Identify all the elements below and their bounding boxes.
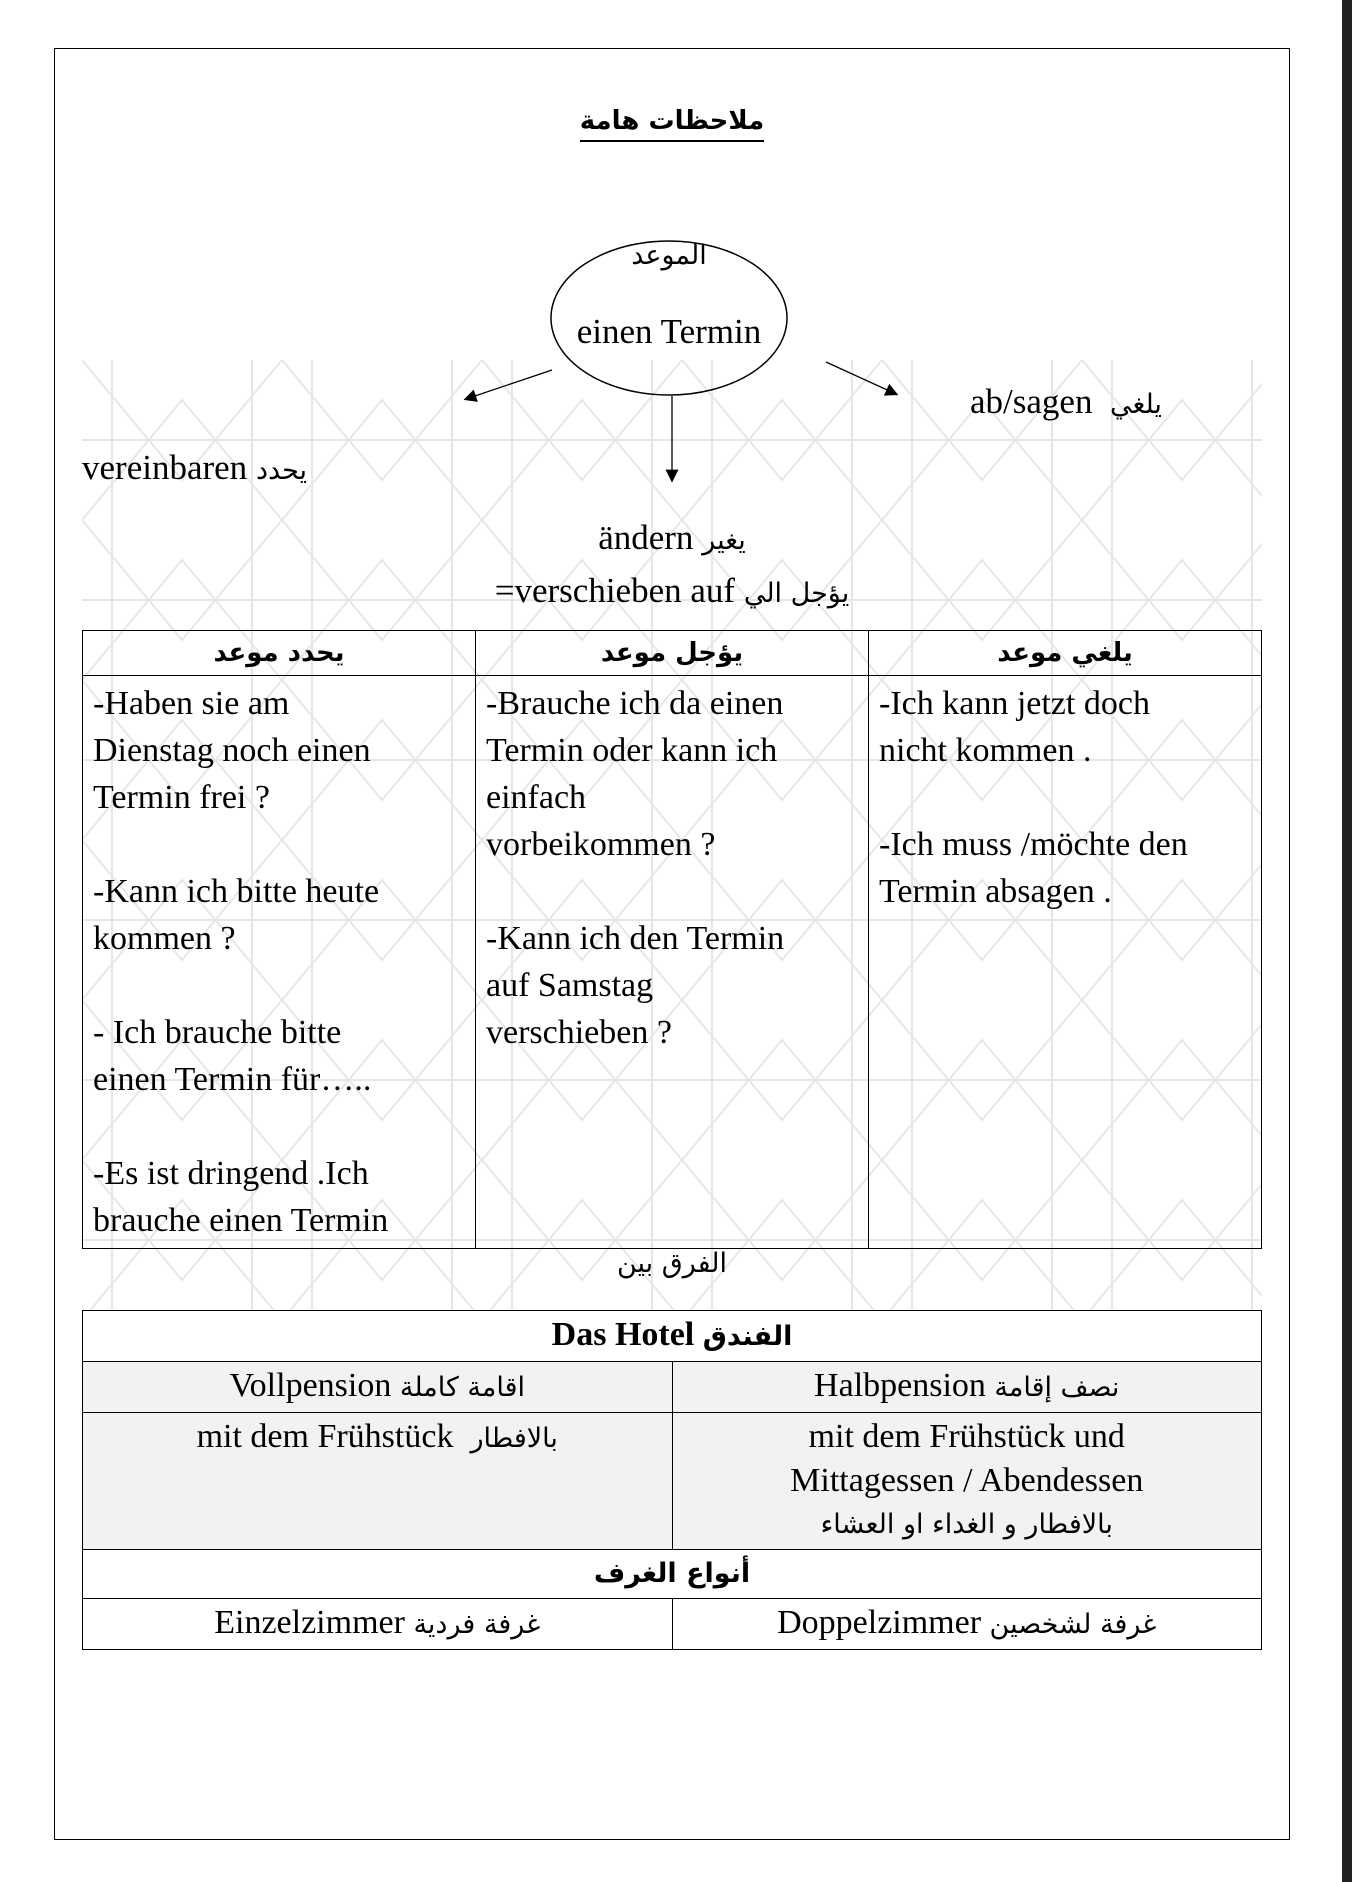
phrase-line: Termin frei ? [93,779,270,816]
phrase-line: -Kann ich den Termin [486,920,785,957]
header-cancel: يلغي موعد [869,631,1262,676]
change-term: ändern يغير [598,518,746,557]
header-arrange: يحدد موعد [83,631,476,676]
phrase-line: vorbeikommen ? [486,826,716,863]
page-title: ملاحظات هامة [0,108,1344,134]
phrase-line: verschieben ? [486,1014,672,1051]
phrase-line: -Kann ich bitte heute [93,873,380,910]
center-german: einen Termin [576,312,762,351]
difference-label: الفرق بين [616,1248,728,1279]
phrase-line [93,821,465,868]
hotel-header: Das Hotel الفندق [83,1311,1262,1362]
phrase-line [486,868,858,915]
phrase-line [93,1103,465,1150]
phrase-line: kommen ? [93,920,236,957]
appointment-table [82,630,1262,1249]
cancel-phrases [869,676,1262,1249]
arrow-right [826,362,896,394]
half-board-desc: mit dem Frühstück und Mittagessen / Abendessen بالافطار و الغداء او العشاء [672,1413,1262,1550]
center-arabic: الموعد [631,240,707,271]
full-board: Vollpension اقامة كاملة [83,1362,673,1413]
header-postpone: يؤجل موعد [476,631,869,676]
half-board: Halbpension نصف إقامة [672,1362,1262,1413]
postpone-phrases [476,676,869,1249]
double-room: Doppelzimmer غرفة لشخصين [672,1599,1262,1650]
phrase-line: Termin absagen . [879,873,1112,910]
arrow-left [466,370,552,399]
phrase-line: -Ich muss /möchte den [879,826,1188,863]
phrase-line: einfach [486,779,587,816]
room-types-header: أنواع الغرف [83,1550,1262,1599]
arrange-term: vereinbaren يحدد [82,448,308,487]
phrase-line: - Ich brauche bitte [93,1014,342,1051]
phrase-line: nicht kommen . [879,732,1092,769]
phrase-line: einen Termin für….. [93,1061,372,1098]
phrase-line [93,962,465,1009]
phrase-line: -Haben sie am [93,685,290,722]
cancel-term: ab/sagen يلغي [970,382,1162,421]
phrase-line [879,774,1251,821]
arrange-phrases [83,676,476,1249]
phrase-line: -Es ist dringend .Ich [93,1155,369,1192]
phrase-line: -Ich kann jetzt doch [879,685,1150,722]
phrase-line: auf Samstag [486,967,654,1004]
phrase-line: brauche einen Termin [93,1202,389,1239]
phrase-line: Termin oder kann ich [486,732,778,769]
phrase-line: -Brauche ich da einen [486,685,784,722]
phrase-line: Dienstag noch einen [93,732,371,769]
full-board-desc: mit dem Frühstück بالافطار [83,1413,673,1550]
postpone-term: =verschieben auf يؤجل الي [494,571,850,610]
single-room: Einzelzimmer غرفة فردية [83,1599,673,1650]
hotel-table [82,1310,1262,1650]
